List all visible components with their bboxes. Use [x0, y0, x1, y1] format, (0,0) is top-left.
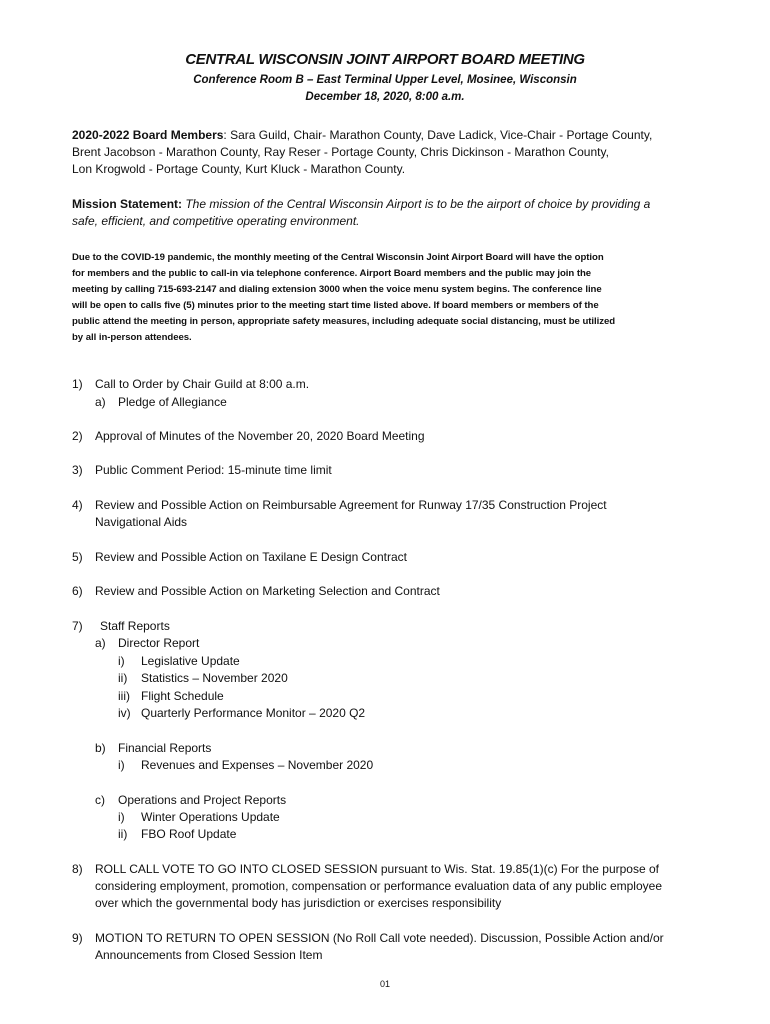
item-number: 8): [72, 862, 83, 876]
covid-line: meeting by calling 715-693-2147 and dialing extension 3000 when the voice menu system begins. The conference line: [72, 284, 602, 295]
item-number: i): [118, 758, 125, 772]
agenda-item: Approval of Minutes of the November 20, 2020 Board Meeting: [95, 429, 425, 443]
item-number: 1): [72, 377, 83, 391]
agenda-item: Announcements from Closed Session Item: [95, 948, 323, 962]
board-members-text: : Sara Guild, Chair- Marathon County, Dave Ladick, Vice-Chair - Portage County,: [223, 128, 653, 142]
covid-line: by all in-person attendees.: [72, 332, 192, 343]
item-number: ii): [118, 671, 128, 685]
item-number: a): [95, 395, 106, 409]
board-members-text: Lon Krogwold - Portage County, Kurt Kluck - Marathon County.: [72, 162, 406, 176]
covid-line: will be open to calls five (5) minutes prior to the meeting start time listed above. If board members or members of the: [72, 300, 599, 311]
agenda-subitem: Director Report: [118, 636, 200, 650]
mission-text: The mission of the Central Wisconsin Airport is to be the airport of choice by providing a: [182, 197, 651, 211]
agenda-subitem: Statistics – November 2020: [141, 671, 288, 685]
agenda-item: Review and Possible Action on Reimbursable Agreement for Runway 17/35 Construction Project: [95, 498, 607, 512]
board-members-text: Brent Jacobson - Marathon County, Ray Reser - Portage County, Chris Dickinson - Marathon County,: [72, 145, 609, 159]
item-number: i): [118, 810, 125, 824]
agenda-item: Staff Reports: [100, 619, 170, 633]
board-members-label: 2020-2022 Board Members: [72, 128, 224, 142]
agenda-item: Call to Order by Chair Guild at 8:00 a.m.: [95, 377, 310, 391]
meeting-location: Conference Room B – East Terminal Upper Level, Mosinee, Wisconsin: [193, 74, 577, 86]
agenda-item: considering employment, promotion, compensation or performance evaluation data of any public employee: [95, 879, 662, 893]
agenda-item: Navigational Aids: [95, 515, 188, 529]
covid-line: Due to the COVID-19 pandemic, the monthly meeting of the Central Wisconsin Joint Airport Board will have the option: [72, 252, 604, 263]
agenda-subitem: Revenues and Expenses – November 2020: [141, 758, 374, 772]
mission-text: safe, efficient, and competitive operating environment.: [72, 214, 360, 228]
agenda-subitem: Flight Schedule: [141, 689, 224, 703]
item-number: b): [95, 741, 106, 755]
item-number: c): [95, 793, 105, 807]
item-number: 7): [72, 619, 83, 633]
agenda-item: ROLL CALL VOTE TO GO INTO CLOSED SESSION pursuant to Wis. Stat. 19.85(1)(c) For the purpose of: [95, 862, 659, 876]
covid-line: public attend the meeting in person, appropriate safety measures, including adequate social distancing, must be utilized: [72, 316, 616, 327]
item-number: iv): [118, 706, 131, 720]
agenda-subitem: Legislative Update: [141, 654, 240, 668]
item-number: 5): [72, 550, 83, 564]
covid-line: for members and the public to call-in via telephone conference. Airport Board members and the public may join the: [72, 268, 592, 279]
agenda-item: Public Comment Period: 15-minute time limit: [95, 463, 332, 477]
item-number: ii): [118, 827, 128, 841]
agenda-subitem: FBO Roof Update: [141, 827, 237, 841]
item-number: 9): [72, 931, 83, 945]
item-number: i): [118, 654, 125, 668]
item-number: 2): [72, 429, 83, 443]
agenda-subitem: Operations and Project Reports: [118, 793, 287, 807]
item-number: a): [95, 636, 106, 650]
item-number: 4): [72, 498, 83, 512]
page-title: CENTRAL WISCONSIN JOINT AIRPORT BOARD MEETING: [185, 51, 585, 68]
item-number: iii): [118, 689, 130, 703]
meeting-datetime: December 18, 2020, 8:00 a.m.: [305, 91, 465, 103]
agenda-subitem: Pledge of Allegiance: [118, 395, 227, 409]
item-number: 6): [72, 584, 83, 598]
agenda-item: Review and Possible Action on Taxilane E Design Contract: [95, 550, 407, 564]
agenda-subitem: Financial Reports: [118, 741, 212, 755]
agenda-subitem: Winter Operations Update: [141, 810, 280, 824]
agenda-item: Review and Possible Action on Marketing Selection and Contract: [95, 584, 440, 598]
agenda-item: MOTION TO RETURN TO OPEN SESSION (No Roll Call vote needed). Discussion, Possible Action and/or: [95, 931, 664, 945]
page-number: 01: [379, 979, 390, 989]
agenda-subitem: Quarterly Performance Monitor – 2020 Q2: [141, 706, 366, 720]
agenda-item: over which the governmental body has jurisdiction or exercises responsibility: [95, 896, 502, 910]
item-number: 3): [72, 463, 83, 477]
mission-label: Mission Statement:: [72, 197, 183, 211]
